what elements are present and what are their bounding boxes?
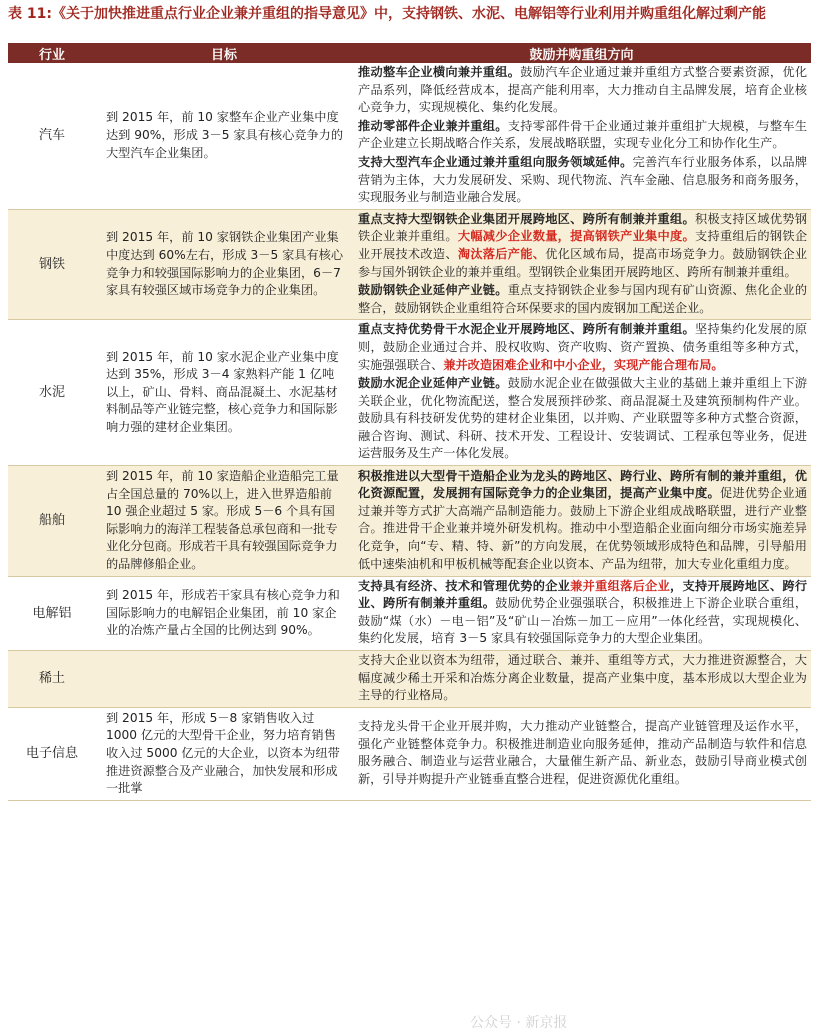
goal-cell: 到 2015 年，前 10 家水泥企业产业集中度达到 35%，形成 3－4 家熟料产能 1 亿吨以上，矿山、骨料、商品混凝土、水泥基材料制品等产业链完整，核心竞争力和国际影响力强的建材企业集团。 (96, 320, 352, 466)
direction-cell (352, 63, 811, 209)
watermark: 公众号 · 新京报 (470, 1015, 568, 1031)
bold-text: 支持大型汽车企业通过兼并重组向服务领域延伸。 (358, 154, 633, 169)
industry-table (8, 43, 811, 801)
direction-paragraph (358, 321, 807, 374)
header-industry: 行业 (8, 43, 96, 63)
bold-text: ，支持开展跨地区、跨行业、跨所有制兼并重组。 (358, 578, 808, 611)
industry-cell: 稀土 (8, 651, 96, 708)
bold-text: 推动零部件企业兼并重组。 (358, 118, 508, 133)
highlight-text: 大幅减少企业数量，提高钢铁产业集中度。 (457, 229, 695, 244)
direction-cell (352, 209, 811, 320)
body-text: 优化区域布局，提高市场竞争力。鼓励钢铁企业参与国外钢铁企业的兼并重组。型钢铁企业集团开展跨地区、跨所有制兼并重组。 (358, 246, 808, 279)
table-caption: 表 11:《关于加快推进重点行业企业兼并重组的指导意见》中，支持钢铁、水泥、电解铝等行业利用并购重组化解过剩产能 (8, 6, 766, 22)
bold-text: 重点支持大型钢铁企业集团开展跨地区、跨所有制兼并重组。 (358, 211, 695, 226)
body-text: 重点支持钢铁企业参与国内现有矿山资源、焦化企业的整合，鼓励钢铁企业重组符合环保要求的国内废钢加工配送企业。 (358, 283, 808, 315)
goal-cell: 到 2015 年，形成 5－8 家销售收入过 1000 亿元的大型骨干企业，努力培育销售收入过 5000 亿元的大企业，以资本为纽带推进资源整合及产业融合，加快发展和形成一批掌 (96, 707, 352, 800)
industry-cell: 船舶 (8, 466, 96, 577)
table-row (8, 466, 811, 577)
direction-paragraph (358, 211, 807, 281)
direction-cell (352, 320, 811, 466)
body-text: 鼓励汽车企业通过兼并重组方式整合要素资源，优化产品系列，降低经营成本，提高产能利用率，大力推动自主品牌发展，培育企业核心竞争力，实现规模化、集约化发展。 (358, 65, 808, 115)
bold-text: 鼓励钢铁企业延伸产业链。 (358, 283, 508, 298)
body-text: 支持大企业以资本为纽带，通过联合、兼并、重组等方式，大力推进资源整合，大幅度减少稀土开采和冶炼分离企业数量，提高产业集中度，基本形成以大型企业为主导的行业格局。 (358, 653, 807, 703)
direction-paragraph (358, 154, 807, 207)
industry-cell: 电解铝 (8, 576, 96, 650)
goal-cell (96, 651, 352, 708)
table-header-row (8, 43, 811, 63)
direction-paragraph (358, 375, 807, 463)
direction-cell (352, 466, 811, 577)
direction-paragraph (358, 578, 807, 648)
highlight-text: 淘汰落后产能、 (457, 246, 546, 261)
body-text: 积极支持区域优势钢铁企业兼并重组。 (358, 211, 808, 244)
table-row (8, 707, 811, 800)
table-row (8, 320, 811, 466)
body-text: 支持龙头骨干企业开展并购，大力推动产业链整合，提高产业链管理及运作水平，强化产业链整体竞争力。积极推进制造业向服务延伸，推动产品制造与软件和信息服务融合、制造业与运营业融合，大量催生新产品、新业态，鼓励引导商业模式创新，引导并购提升产业链垂直整合进程，促进资源优化重组。 (358, 719, 807, 786)
direction-paragraph (358, 718, 807, 788)
goal-cell: 到 2015 年，前 10 家钢铁企业集团产业集中度达到 60%左右，形成 3－5 家具有核心竞争力和较强国际影响力的企业集团，6－7 家具有较强区域市场竞争力的企业集团。 (96, 209, 352, 320)
body-text: 鼓励水泥企业在做强做大主业的基础上兼并重组上下游关联企业，优化物流配送，整合发展预拌砂浆、商品混凝土及建筑预制构件产业。鼓励具有科技研发优势的建材企业集团，以并购、产业联盟等多种方式整合资源，融合咨询、测试、科研、技术开发、工程设计、安装调试、工程承包等业务，促进运营服务及生产一体化发展。 (358, 376, 808, 461)
body-text: 促进优势企业通过兼并等方式扩大高端产品制造能力。鼓励上下游企业组成战略联盟，进行产业整合。推进骨干企业兼并境外研发机构。推动中小型造船企业面向细分市场实施差异化竞争，向“专、精、特、新”的方向发展，在优势领域形成特色和品牌，引导船用低中速柴油机和甲板机械等配套企业以资本、产品为纽带，加大专业化重组力度。 (358, 486, 808, 571)
body-text: 坚持集约化发展的原则，鼓励企业通过合并、股权收购、资产收购、资产置换、债务重组等多种方式，实施强强联合、 (358, 322, 808, 372)
bold-text: 支持具有经济、技术和管理优势的企业 (358, 578, 571, 593)
header-direction: 鼓励并购重组方向 (352, 43, 811, 63)
header-goal: 目标 (96, 43, 352, 63)
table-row (8, 209, 811, 320)
direction-cell (352, 576, 811, 650)
goal-cell: 到 2015 年，前 10 家整车企业产业集中度达到 90%，形成 3－5 家具有核心竞争力的大型汽车企业集团。 (96, 63, 352, 209)
direction-paragraph (358, 652, 807, 705)
industry-cell: 电子信息 (8, 707, 96, 800)
direction-paragraph (358, 282, 807, 317)
highlight-text: 兼并重组落后企业 (570, 578, 671, 593)
goal-cell: 到 2015 年，前 10 家造船企业造船完工量占全国总量的 70%以上，进入世界造船前 10 强企业超过 5 家。形成 5－6 个具有国际影响力的海洋工程装备总承包商和一批专业化分包商。形成若干具有较强国际竞争力的品牌修船企业。 (96, 466, 352, 577)
bold-text: 积极推进以大型骨干造船企业为龙头的跨地区、跨行业、跨所有制的兼并重组，优化资源配置，发展拥有国际竞争力的企业集团，提高产业集中度。 (358, 468, 807, 501)
direction-paragraph (358, 64, 807, 117)
body-text: 完善汽车行业服务体系，以品牌营销为主体，大力发展研发、采购、现代物流、汽车金融、信息服务和商务服务，实现服务业与制造业融合发展。 (358, 154, 808, 205)
goal-cell: 到 2015 年，形成若干家具有核心竞争力和国际影响力的电解铝企业集团，前 10 家企业的冶炼产量占全国的比例达到 90%。 (96, 576, 352, 650)
industry-cell: 钢铁 (8, 209, 96, 320)
body-text: 支持零部件骨干企业通过兼并重组扩大规模，与整车生产企业建立长期战略合作关系，发展战略联盟，实现专业化分工和协作化生产。 (358, 118, 808, 151)
direction-cell (352, 707, 811, 800)
bold-text: 鼓励水泥企业延伸产业链。 (358, 376, 508, 391)
bold-text: 推动整车企业横向兼并重组。 (358, 65, 521, 79)
industry-cell: 水泥 (8, 320, 96, 466)
industry-cell: 汽车 (8, 63, 96, 209)
bold-text: 重点支持优势骨干水泥企业开展跨地区、跨所有制兼并重组。 (358, 322, 695, 337)
direction-paragraph (358, 468, 807, 574)
highlight-text: 兼并改造困难企业和中小企业，实现产能合理布局。 (443, 357, 724, 372)
table-row (8, 63, 811, 209)
direction-paragraph (358, 118, 807, 153)
direction-cell (352, 651, 811, 708)
table-row (8, 576, 811, 650)
body-text: 支持重组后的钢铁企业开展技术改造、 (358, 229, 808, 261)
table-row (8, 651, 811, 708)
body-text: 鼓励优势企业强强联合，积极推进上下游企业联合重组，鼓励“煤（水）－电－铝”及“矿山－冶炼－加工－应用”一体化经营，实现规模化、集约化发展，培育 3－5 家具有较强国际竞争力的大型企业集团。 (358, 596, 808, 646)
